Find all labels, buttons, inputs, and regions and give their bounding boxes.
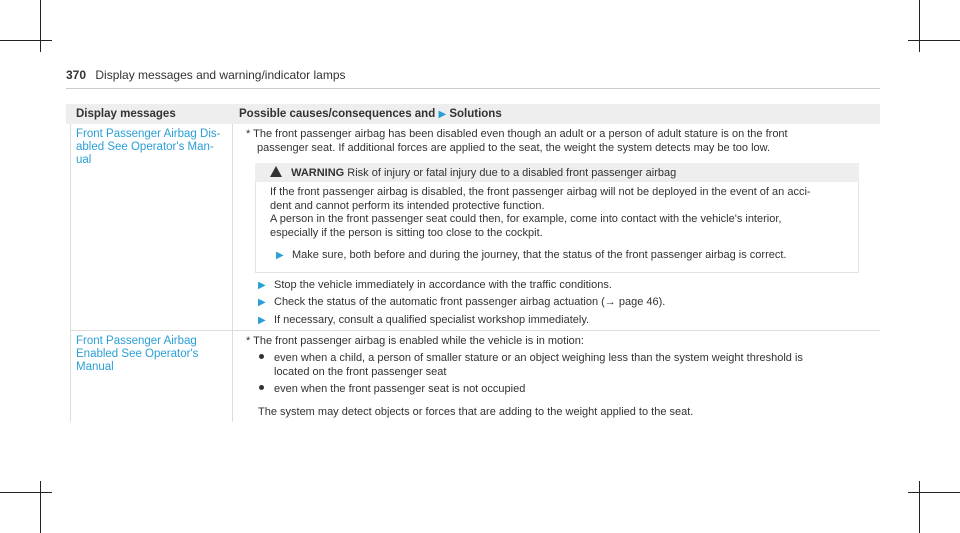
cause-text: * The front passenger airbag has been disabled even though an adult or a person of adult stature is on the front passenger seat. If additional forces are applied to the seat, the weight the system detects may be too low. [246, 128, 788, 154]
crop-mark [908, 40, 960, 41]
table-left-border [70, 124, 71, 422]
crop-mark [0, 492, 52, 493]
arrow-icon: ▶ [438, 109, 447, 120]
row-divider [70, 330, 880, 331]
bullet-dot [259, 385, 264, 390]
warning-paragraph-2: A person in the front passenger seat could then, for example, come into contact with the vehicle's interior, especially if the person is sitting too close to the cockpit. [270, 213, 782, 239]
warning-action: ▶ Make sure, both before and during the journey, that the status of the front passenger airbag is correct. [276, 249, 787, 261]
step-item: ▶ If necessary, consult a qualified specialist workshop immediately. [258, 314, 590, 326]
warning-paragraph-1: If the front passenger airbag is disabled, the front passenger airbag will not be deployed in the event of an acci- dent and cannot perform its intended protective function. [270, 186, 811, 212]
bullet-item: even when a child, a person of smaller stature or an object weighing less than the system weight threshold is located on the front passenger seat [259, 352, 803, 379]
note-text: The system may detect objects or forces that are adding to the weight applied to the seat. [258, 406, 694, 418]
crop-mark [40, 0, 41, 52]
col-header-causes: Possible causes/consequences and ▶ Solutions [239, 108, 502, 120]
crop-mark [919, 0, 920, 52]
header-rule [66, 88, 880, 89]
display-message-airbag-enabled: Front Passenger Airbag Enabled See Operator's Manual [76, 335, 199, 373]
arrow-icon: ▶ [276, 250, 284, 261]
display-message-airbag-disabled: Front Passenger Airbag Dis- abled See Operator's Man- ual [76, 128, 221, 166]
column-divider [232, 124, 233, 422]
arrow-icon: ▶ [258, 280, 266, 291]
cause-text: * The front passenger airbag is enabled while the vehicle is in motion: [246, 335, 584, 347]
step-item: ▶ Check the status of the automatic front passenger airbag actuation (→ page 46). [258, 296, 666, 308]
bullet-dot [259, 354, 264, 359]
warning-title: WARNING Risk of injury or fatal injury due to a disabled front passenger airbag [270, 166, 676, 181]
page-title: Display messages and warning/indicator lamps [95, 68, 346, 82]
crop-mark [919, 481, 920, 533]
crop-mark [40, 481, 41, 533]
step-item: ▶ Stop the vehicle immediately in accordance with the traffic conditions. [258, 279, 612, 291]
warning-label: WARNING [291, 167, 345, 179]
page-header [66, 68, 346, 82]
arrow-icon: ▶ [258, 315, 266, 326]
arrow-icon: ▶ [258, 297, 266, 308]
crop-mark [908, 492, 960, 493]
bullet-item: even when the front passenger seat is not occupied [259, 383, 525, 397]
page-number: 370 [66, 68, 87, 82]
col-header-messages: Display messages [76, 108, 176, 120]
warning-triangle-icon [270, 166, 282, 177]
crop-mark [0, 40, 52, 41]
table-header [66, 104, 880, 124]
